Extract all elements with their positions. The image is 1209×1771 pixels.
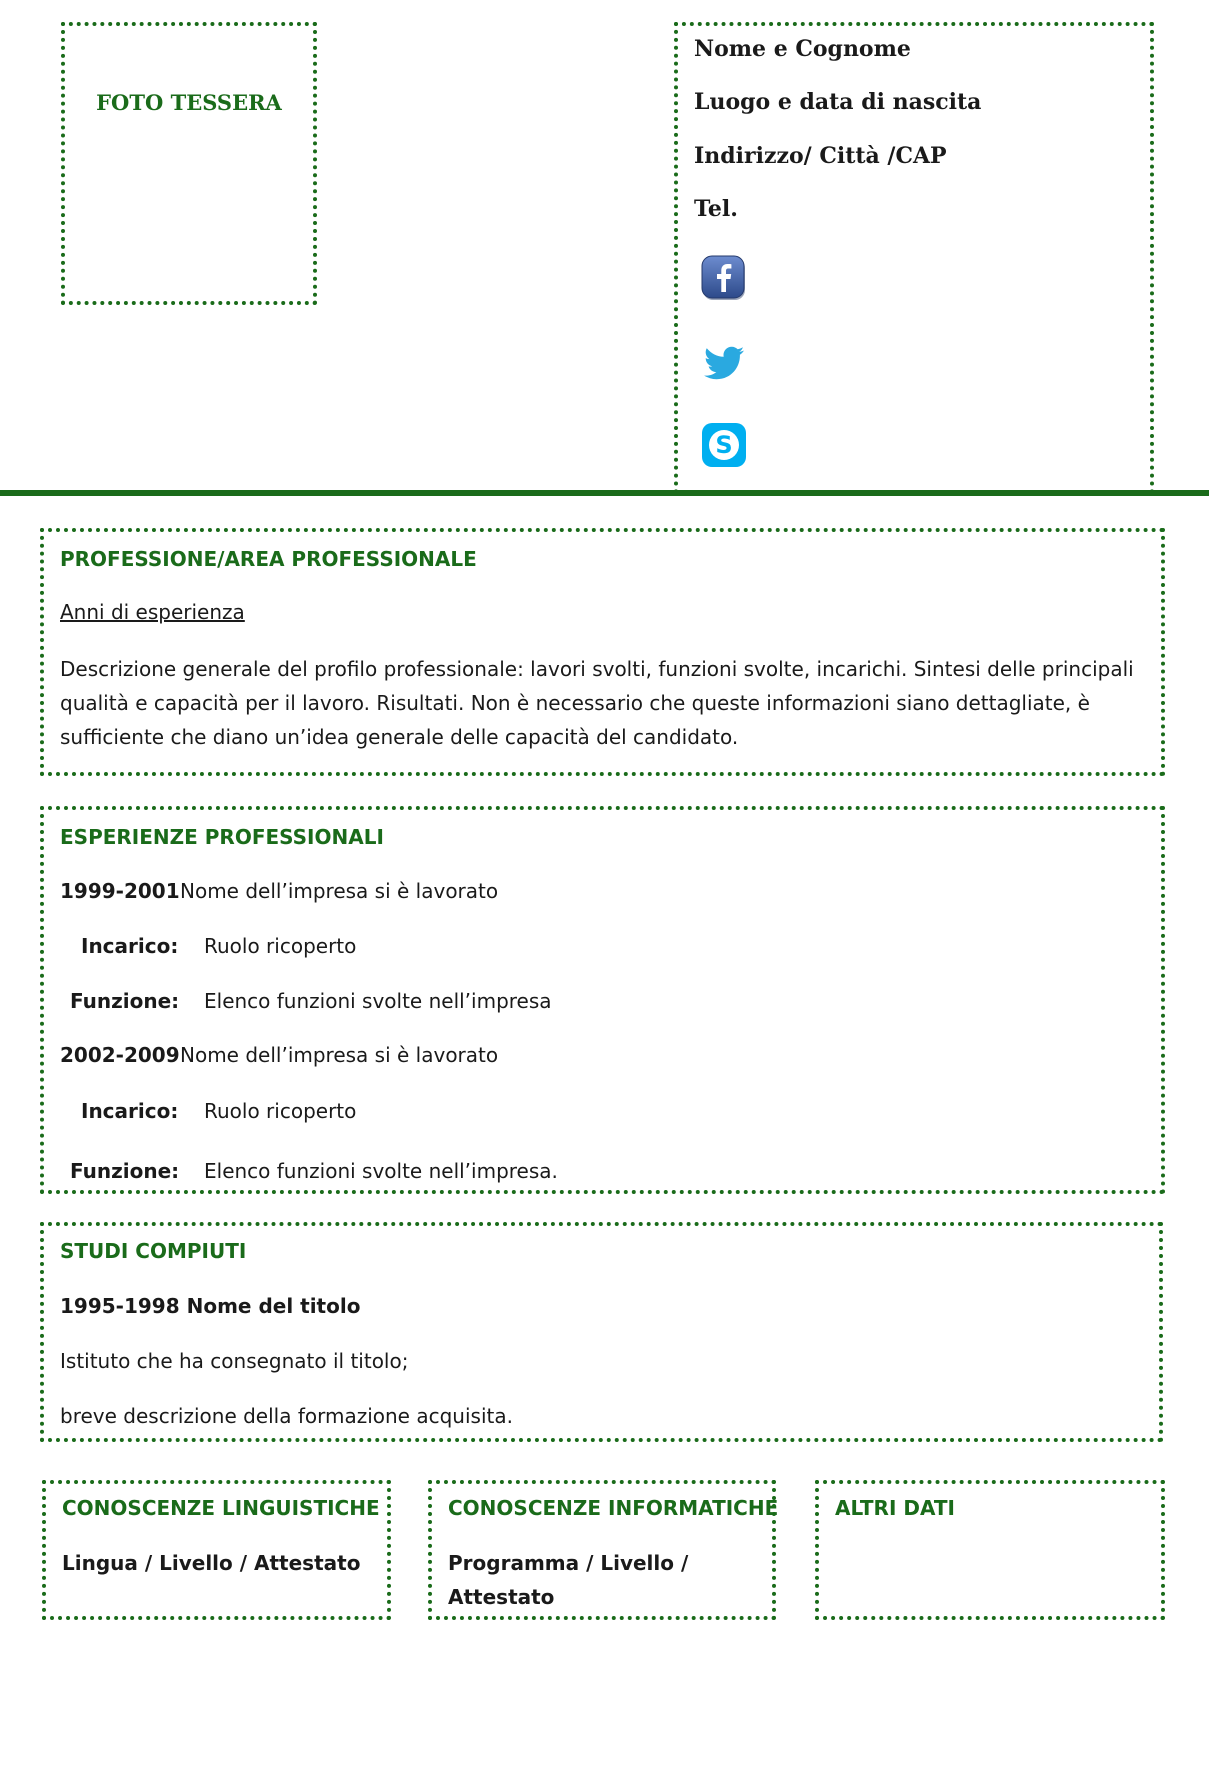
experience-function-label: Funzione: <box>70 1159 180 1183</box>
it-skills-content: Programma / Livello / <box>448 1551 689 1575</box>
experience-title: ESPERIENZE PROFESSIONALI <box>60 825 384 849</box>
experience-period: 1999-2001 <box>60 879 180 903</box>
contact-phone: Tel. <box>694 196 738 222</box>
education-title: STUDI COMPIUTI <box>60 1239 247 1263</box>
contact-name: Nome e Cognome <box>694 36 911 62</box>
it-skills-section <box>428 1480 779 1620</box>
other-data-title: ALTRI DATI <box>835 1496 955 1520</box>
experience-section <box>40 806 1165 1194</box>
experience-years: Anni di esperienza <box>60 600 245 624</box>
languages-section <box>42 1480 391 1620</box>
experience-company: Nome dell’impresa si è lavorato <box>180 1043 499 1067</box>
contact-address: Indirizzo/ Città /CAP <box>694 143 947 169</box>
profession-section <box>40 528 1165 776</box>
it-skills-title: CONOSCENZE INFORMATICHE <box>448 1496 779 1520</box>
experience-function: Elenco funzioni svolte nell’impresa. <box>204 1159 558 1183</box>
facebook-icon[interactable] <box>700 254 748 302</box>
education-institute: Istituto che ha consegnato il titolo; <box>60 1349 409 1373</box>
experience-function-label: Funzione: <box>70 989 180 1013</box>
experience-role-label: Incarico: <box>81 934 179 958</box>
profession-description: Descrizione generale del profilo professionale: lavori svolti, funzioni svolte, incarichi. Sintesi delle principali qualità e capacità per il lavoro. Risultati. Non è necessario che queste informazioni siano dettagliate, è sufficiente che diano un’idea generale delle capacità del candidato. <box>60 657 1134 749</box>
languages-title: CONOSCENZE LINGUISTICHE <box>62 1496 380 1520</box>
education-description: breve descrizione della formazione acquisita. <box>60 1404 513 1428</box>
experience-company: Nome dell’impresa si è lavorato <box>180 879 499 903</box>
other-data-section <box>815 1480 1165 1620</box>
education-degree: 1995-1998 Nome del titolo <box>60 1294 361 1318</box>
skype-icon[interactable] <box>700 421 748 469</box>
photo-label: FOTO TESSERA <box>96 90 282 115</box>
experience-role-label: Incarico: <box>81 1099 179 1123</box>
photo-placeholder <box>61 22 317 305</box>
header-divider <box>0 490 1209 496</box>
experience-role: Ruolo ricoperto <box>204 934 357 958</box>
contact-box <box>674 22 1154 494</box>
experience-function: Elenco funzioni svolte nell’impresa <box>204 989 552 1013</box>
contact-birth: Luogo e data di nascita <box>694 89 982 115</box>
experience-role: Ruolo ricoperto <box>204 1099 357 1123</box>
twitter-icon[interactable] <box>700 338 748 386</box>
profession-title: PROFESSIONE/AREA PROFESSIONALE <box>60 547 477 571</box>
svg-text:S: S <box>715 431 733 459</box>
languages-content: Lingua / Livello / Attestato <box>62 1551 361 1575</box>
education-section <box>40 1222 1163 1442</box>
it-skills-content: Attestato <box>448 1585 555 1609</box>
experience-period: 2002-2009 <box>60 1043 180 1067</box>
